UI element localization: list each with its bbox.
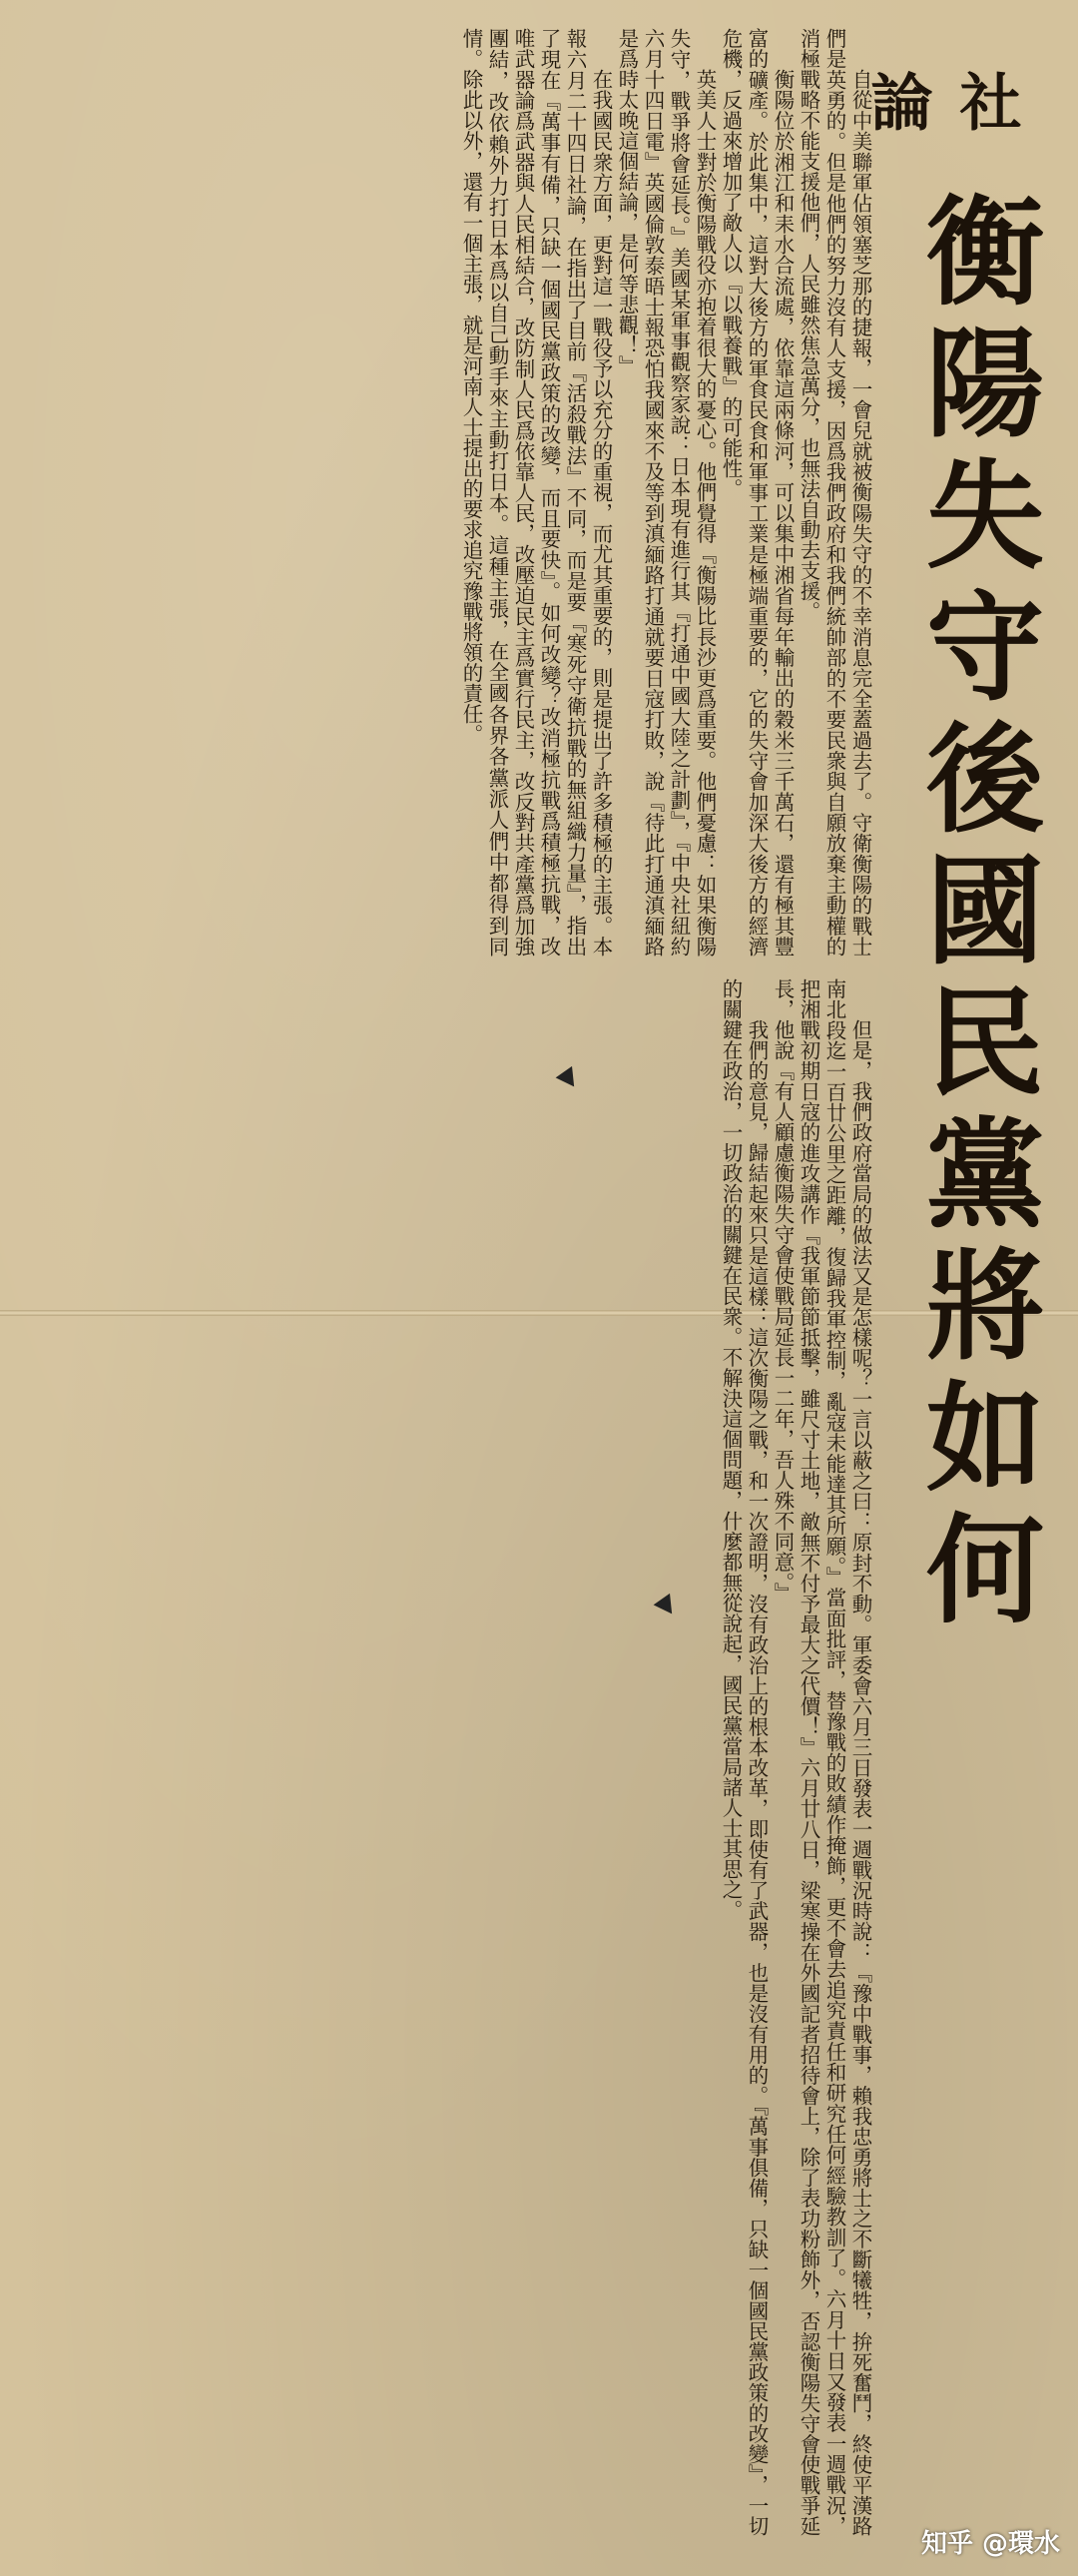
paragraph: 衡陽位於湘江和耒水合流處，依靠這兩條河，可以集中湘省每年輸出的穀米三千萬石，還有極其豐富的礦產。於此集中，這對大後方的軍食民食和軍事工業是極端重要的，它的失守會加深大後方的經濟危機，反過來增加了敵人以『以戰養戰』的可能性。 <box>719 28 795 957</box>
body-text-lower <box>329 978 873 2536</box>
editorial-title-block <box>860 70 1058 1747</box>
paragraph: 英美人士對於衡陽戰役亦抱着很大的憂心。他們覺得『衡陽比長沙更爲重要。他們憂慮：如果衡陽失守，戰爭將會延長。』美國某軍事觀察家說：日本現有進行其『打通中國大陸之計劃』，『中央社紐約六月十四日電』英國倫敦泰晤士報恐怕我國來不及等到滇緬路打通就要日寇打敗，說『待此打通滇緬路是爲時太晚這個結論，是何等悲觀！』 <box>615 28 717 957</box>
watermark: 知乎 @環水 <box>920 2529 1060 2559</box>
editorial-badge: 社論 <box>860 70 1022 132</box>
paragraph: 自從中美聯軍佔領塞芝那的捷報，一會兒就被衡陽失守的不幸消息完全蓋過去了。守衛衡陽的戰士們是英勇的。但是他們的努力沒有人支援，因爲我們政府和我們統帥部的不要民衆與自願放棄主動權的消極戰略不能支援他們，人民雖然焦急萬分，也無法自動去支援。 <box>797 28 872 957</box>
paragraph: 但是，我們政府當局的做法又是怎樣呢？一言以蔽之曰：原封不動。軍委會六月三日發表一週戰況時說：『豫中戰事，賴我忠勇將士之不斷犧牲，拚死奮鬥，終使平漢路南北段迄一百廿公里之距離，復歸我軍控制，亂寇未能達其所願。』當面批評，替豫戰的敗績作掩飾，更不會去追究責任和研究任何經驗教訓了。六月十日又發表一週戰況，把湘戰初期日寇的進攻講作『我軍節節抵擊，雖尺寸土地，敵無不付予最大之代價！』六月廿八日，梁寒操在外國記者招待會上，除了表功粉飾外，否認衡陽失守會使戰爭延長，他說『有人顧慮衡陽失守會使戰局延長一二年，吾人殊不同意。』 <box>771 978 872 2536</box>
headline: 衡陽失守後國民黨將如何 <box>906 190 1045 1639</box>
body-text-upper <box>319 28 873 957</box>
paragraph: 我們的意見，歸結起來只是這樣：這次衡陽之戰，和一次證明，沒有政治上的根本改革，即使有了武器，也是沒有用的。『萬事俱備，只缺一個國民黨政策的改變』，一切的關鍵在政治，一切政治的關鍵在民衆。不解決這個問題，什麼都無從說起，國民黨當局諸人士其思之。 <box>719 978 769 2536</box>
paragraph: 在我國民衆方面，更對這一戰役予以充分的重視，而尤其重要的，則是提出了許多積極的主張。本報六月二十四日社論，在指出了目前『活殺戰法』不同，而是要『寒死守衛抗戰的無組織力量』，指出了現在『萬事有備，只缺一個國民黨政策的改變，而且要快』。如何改變？改消極抗戰爲積極抗戰，改唯武器論爲武器與人民相結合，改防制人民爲依靠人民，改壓迫民主爲實行民主，改反對共產黨爲加強團結，改依賴外力打日本爲以自己動手來主動打日本。這種主張，在全國各界各黨派人們中都得到同情。除此以外，還有一個主張，就是河南人士提出的要求追究豫戰將領的責任。 <box>459 28 613 957</box>
